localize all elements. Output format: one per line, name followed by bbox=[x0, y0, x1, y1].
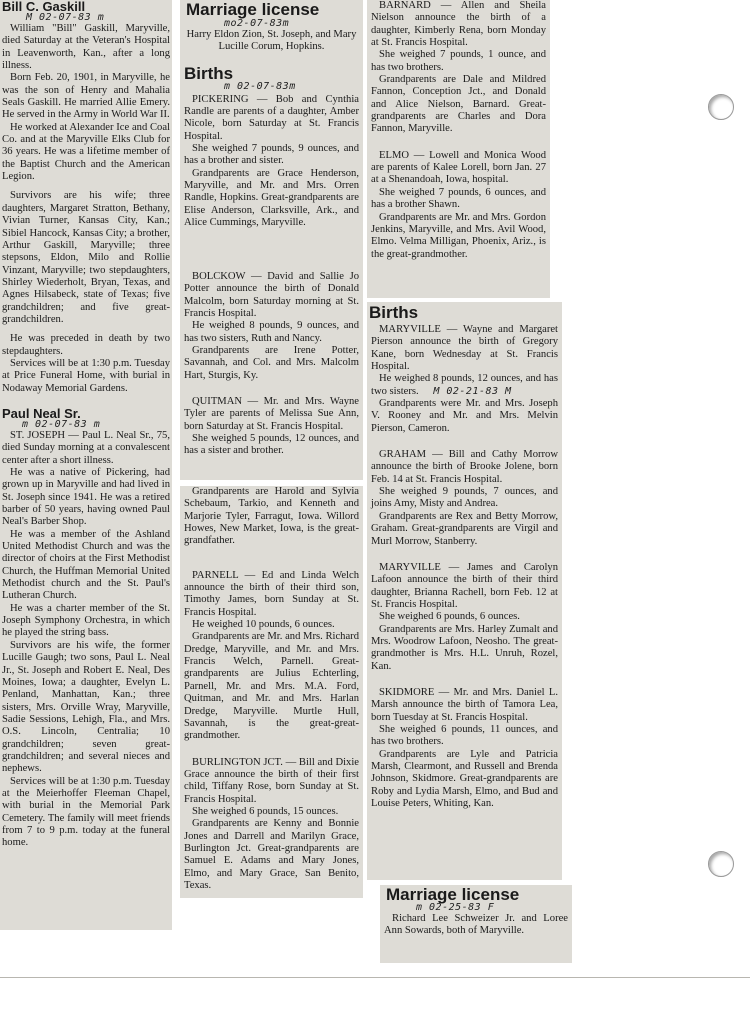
paragraph: Grandparents are Dale and Mildred Fannon, Conception Jct., and Donald and Alice Nielson, Barnard. Great-grandparents are Charles and Dora Fannon, Maryville. bbox=[371, 74, 546, 135]
paragraph: She weighed 7 pounds, 9 ounces, and has a brother and sister. bbox=[184, 143, 359, 167]
paragraph: He was a native of Pickering, had grown up in Maryville and had lived in St. Joseph since 1941. He was a retired barber of 50 years, having owned Paul Neal's Barber Shop. bbox=[2, 467, 170, 528]
paragraph: GRAHAM — Bill and Cathy Morrow announce the birth of Brooke Jolene, born Feb. 14 at St. Francis Hospital. bbox=[371, 449, 558, 485]
paragraph: She weighed 9 pounds, 7 ounces, and joins Amy, Misty and Andrea. bbox=[371, 486, 558, 510]
skidmore-notice bbox=[367, 673, 562, 810]
paragraph: Born Feb. 20, 1901, in Maryville, he was the son of Henry and Mahalia Seals Gaskill. He married Allie Emery. He served in the Army in World War II. bbox=[2, 72, 170, 121]
weight-text: He weighed 8 pounds, 12 ounces, and has two sisters. bbox=[371, 373, 558, 397]
burlington-notice bbox=[180, 743, 363, 893]
paragraph: BOLCKOW — David and Sallie Jo Potter announce the birth of Donald Malcolm, born Saturday morning at St. Francis Hospital. bbox=[184, 271, 359, 320]
gaskill-handwritten-date: M 02-07-83 m bbox=[26, 12, 105, 23]
paragraph bbox=[371, 373, 558, 398]
paragraph: QUITMAN — Mr. and Mrs. Wayne Tyler are parents of Melissa Sue Ann, born Saturday at St. Francis Hospital. bbox=[184, 396, 359, 432]
paragraph: Grandparents are Kenny and Bonnie Jones and Darrell and Marilyn Grace, Burlington Jct. Great-grandparents are Samuel E. Adams and Mary Jones, Elmo, and Mary Grace, San Benito, Texas. bbox=[184, 818, 359, 891]
maryville-pierson-notice bbox=[367, 324, 562, 435]
paragraph: Grandparents are Mr. and Mrs. Gordon Jenkins, Maryville, and Mrs. Avil Wood, Elmo. Velma Milligan, Phoenix, Ariz., is the great-grandmother. bbox=[371, 211, 546, 260]
paragraph: SKIDMORE — Mr. and Mrs. Daniel L. Marsh announce the birth of Tamora Lea, born Tuesday at St. Francis Hospital. bbox=[371, 686, 558, 723]
marriage-notice bbox=[180, 29, 363, 54]
paragraph: Grandparents are Rex and Betty Morrow, Graham. Great-grandparents are Virgil and Murl Morrow, Stanberry. bbox=[371, 510, 558, 547]
paragraph: He was a member of the Ashland United Methodist Church and was the director of choirs at the First Methodist Church, the Huffman Memorial United Methodist church and the St. Paul's Lutheran Church. bbox=[2, 528, 170, 602]
bolckow-quitman-clipping bbox=[180, 233, 363, 480]
paragraph: PICKERING — Bob and Cynthia Randle are parents of a daughter, Amber Nicole, born Saturday at St. Francis Hospital. bbox=[184, 93, 359, 142]
marriage-handwritten-date: mo2-07-83m bbox=[224, 18, 290, 29]
paragraph: He was a charter member of the St. Joseph Symphony Orchestra, in which he played the string bass. bbox=[2, 602, 170, 639]
paragraph: MARYVILLE — Wayne and Margaret Pierson announce the birth of Gregory Kane, born Wednesday at St. Francis Hospital. bbox=[371, 324, 558, 373]
births-heading-2: Births bbox=[369, 303, 419, 322]
paragraph: MARYVILLE — James and Carolyn Lafoon announce the birth of their third daughter, Brianna Rachell, born Feb. 12 at St. Francis Hospital. bbox=[371, 561, 558, 610]
binder-hole-bottom bbox=[708, 851, 734, 877]
marriage-heading: Marriage license bbox=[186, 0, 320, 19]
paragraph: She weighed 7 pounds, 6 ounces, and has a brother Shawn. bbox=[371, 186, 546, 211]
marriage-2-handwritten-date: m 02-25-83 F bbox=[416, 902, 495, 913]
graham-notice bbox=[367, 435, 562, 548]
marriage-heading-2: Marriage license bbox=[386, 885, 520, 904]
binder-hole-top bbox=[708, 94, 734, 120]
paragraph: William "Bill" Gaskill, Maryville, died Saturday at the Veteran's Hospital in Leavenworth, Kan., after a long illness. bbox=[2, 23, 170, 72]
paragraph: Grandparents are Mrs. Harley Zumalt and Mrs. Woodrow Lafoon, Neosho. The great-grandmother is Mrs. H.L. Unruh, Rozel, Kan. bbox=[371, 623, 558, 672]
births-handwritten-date: m 02-07-83m bbox=[224, 80, 296, 92]
gaskill-obituary bbox=[0, 23, 172, 395]
paragraph: PARNELL — Ed and Linda Welch announce the birth of their third son, Timothy James, born Sunday at St. Francis Hospital. bbox=[184, 569, 359, 618]
marriage-notice-2 bbox=[380, 913, 572, 938]
paragraph: Grandparents are Mr. and Mrs. Richard Dredge, Maryville, and Mr. and Mrs. Francis Welch, Parnell. Great-grandparents are Julius Echterling, Parnell, Mr. and Mrs. M.A. Ford, Quitman, and Mr. and Mrs. Harlan Dredge, Maryville. Murtle Hull, Savannah, is the great-great-grandmother. bbox=[184, 631, 359, 742]
paragraph: Richard Lee Schweizer Jr. and Loree Ann Sowards, both of Maryville. bbox=[384, 913, 568, 937]
paragraph: ST. JOSEPH — Paul L. Neal Sr., 75, died Sunday morning at a convalescent center after a short illness. bbox=[2, 429, 170, 466]
paragraph: ELMO — Lowell and Monica Wood are parents of Kalee Lorell, born Jan. 27 at a Shenandoah, Iowa, hospital. bbox=[371, 149, 546, 186]
paragraph: Grandparents are Irene Potter, Savannah, and Col. and Mrs. Malcolm Hart, Sturgis, Ky. bbox=[184, 345, 359, 381]
paragraph: Grandparents are Grace Henderson, Maryville, and Mr. and Mrs. Orren Randle, Hopkins. Great-grandparents are Elise Anderson, Clarksville, Ark., and Alice Cummings, Maryville. bbox=[184, 167, 359, 229]
paragraph: He was preceded in death by two stepdaughters. bbox=[2, 333, 170, 357]
page-edge-line bbox=[0, 977, 750, 978]
births-clipping-2 bbox=[367, 302, 562, 880]
bolckow-notice bbox=[180, 233, 363, 382]
paragraph: BARNARD — Allen and Sheila Nielson announce the birth of a daughter, Kimberly Rena, born Monday at St. Francis Hospital. bbox=[371, 0, 546, 49]
pickering-notice bbox=[180, 94, 363, 230]
quitman-notice bbox=[180, 382, 363, 458]
neal-obituary bbox=[0, 430, 172, 850]
paragraph: She weighed 5 pounds, 12 ounces, and has a sister and brother. bbox=[184, 433, 359, 457]
paragraph: Grandparents were Mr. and Mrs. Joseph V. Rooney and Mr. and Mrs. Melvin Pierson, Cameron. bbox=[371, 398, 558, 434]
paragraph: He worked at Alexander Ice and Coal Co. and at the Maryville Elks Club for 36 years. He was a lifetime member of the Baptist Church and the American Legion. bbox=[2, 121, 170, 183]
paragraph: He weighed 10 pounds, 6 ounces. bbox=[192, 619, 335, 631]
marriage-clipping-2 bbox=[380, 885, 572, 963]
paragraph: Grandparents are Lyle and Patricia Marsh, Clearmont, and Russell and Brenda Johnson, Skidmore. Great-grandparents are Roby and Lydia Marsh, Elmo, and Bud and Louise Peters, Whiting, Kan. bbox=[371, 748, 558, 810]
parnell-burlington-clipping bbox=[180, 486, 363, 898]
parnell-notice bbox=[180, 548, 363, 743]
paragraph: Survivors are his wife; three daughters, Margaret Stratton, Bethany, Vivian Turner, Kansas City, Kan.; Sibiel Hancock, Kansas City; a brother, Arthur Gaskill, Maryville; three stepsons, Eldon, Milo and Rollie Vinzant, Maryville; two stepdaughters, Shirley Wiederholt, Bryan, Texas, and Agnes Hilsabeck, state of Texas; five grandchildren; and five great-grandchildren. bbox=[2, 190, 170, 325]
paragraph: BURLINGTON JCT. — Bill and Dixie Grace announce the birth of their first child, Tiffany Rose, born Sunday at St. Francis Hospital. bbox=[184, 756, 359, 805]
paragraph: He weighed 8 pounds, 9 ounces, and has two sisters, Ruth and Nancy. bbox=[184, 320, 359, 344]
paragraph: She weighed 7 pounds, 1 ounce, and has two brothers. bbox=[371, 49, 546, 73]
paragraph: Survivors are his wife, the former Lucille Gaugh; two sons, Paul L. Neal Jr., St. Joseph and Robert E. Neal, Des Moines, Iowa; a daughter, Evelyn L. Penland, Manhattan, Kan.; three sisters, Mrs. Orville Wray, Maryville, Sadie Sessions, Lehigh, Fla., and Mrs. O.S. Lincoln, Centralia; 10 grandchildren; seven great-grandchildren; and several nieces and nephews. bbox=[2, 639, 170, 775]
paragraph: She weighed 6 pounds, 15 ounces. bbox=[192, 805, 339, 817]
paragraph: Services will be at 1:30 p.m. Tuesday at the Meierhoffer Fleeman Chapel, with burial in the Memorial Park Cemetery. The family will meet friends from 7 to 9 p.m. today at the funeral home. bbox=[2, 775, 170, 849]
paragraph: Services will be at 1:30 p.m. Tuesday at Price Funeral Home, with burial in Nodaway Memorial Gardens. bbox=[2, 357, 170, 394]
births-heading: Births bbox=[184, 63, 234, 83]
paragraph: Harry Eldon Zion, St. Joseph, and Mary Lucille Corum, Hopkins. bbox=[186, 29, 357, 53]
barnard-elmo-clipping bbox=[367, 0, 550, 298]
quitman-continued bbox=[180, 486, 363, 548]
gaskill-heading: Bill C. Gaskill bbox=[2, 0, 86, 14]
paragraph: Grandparents are Harold and Sylvia Schebaum, Tarkio, and Kenneth and Marjorie Tyler, Farragut, Iowa. Willord Howes, New Market, Iowa, is the great-grandfather. bbox=[184, 486, 359, 547]
marriage-births-clipping bbox=[180, 0, 363, 233]
paragraph: She weighed 6 pounds, 11 ounces, and has two brothers. bbox=[371, 723, 558, 748]
obituary-column bbox=[0, 0, 172, 930]
barnard-notice bbox=[367, 0, 550, 136]
neal-handwritten-date: m 02-07-83 m bbox=[22, 418, 101, 430]
pierson-handwritten-date: M 02-21-83 M bbox=[433, 385, 512, 397]
elmo-notice bbox=[367, 136, 550, 261]
maryville-lafoon-notice bbox=[367, 548, 562, 673]
neal-heading: Paul Neal Sr. bbox=[2, 405, 81, 421]
paragraph: She weighed 6 pounds, 6 ounces. bbox=[379, 611, 520, 623]
